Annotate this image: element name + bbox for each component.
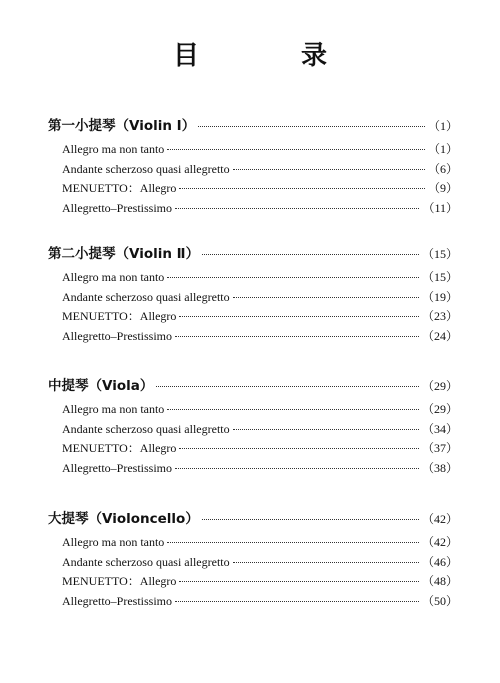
toc-entry-page: （48） (421, 574, 458, 589)
dot-leader (202, 254, 419, 255)
toc-entry-page: （38） (421, 460, 458, 475)
dot-leader (233, 169, 425, 170)
toc-entry[interactable] (48, 199, 458, 219)
toc-entry-label: Andante scherzoso quasi allegretto (62, 161, 230, 176)
toc-entry[interactable] (48, 179, 458, 199)
dot-leader (233, 297, 419, 298)
toc-entry-label: Andante scherzoso quasi allegretto (62, 289, 230, 304)
toc-entry-label: Allegro ma non tanto (62, 142, 165, 156)
toc-entry-label: Andante scherzoso quasi allegretto (62, 421, 230, 436)
toc-entry-page: （9） (427, 181, 458, 196)
dot-leader (175, 208, 419, 209)
toc-entry-page: （34） (421, 421, 458, 436)
toc-section-violin-1 (48, 112, 458, 218)
toc-entry-page: （19） (421, 289, 458, 304)
toc-section-violoncello (48, 505, 458, 611)
toc-heading-page: （42） (421, 512, 458, 526)
toc-entry-page: （11） (422, 200, 458, 215)
toc-entry-label: Andante scherzoso quasi allegretto (62, 554, 230, 569)
toc-entry-label: Allegretto–Prestissimo (62, 328, 172, 343)
dot-leader (233, 562, 419, 563)
toc-entry-label: Allegro ma non tanto (62, 535, 165, 549)
toc-heading[interactable] (48, 240, 458, 268)
toc-heading-label: 第二小提琴（Violin Ⅱ） (48, 246, 200, 262)
toc-entry[interactable] (48, 140, 458, 160)
toc-section-viola (48, 372, 458, 478)
dot-leader (167, 542, 419, 543)
toc-entry-page: （42） (421, 535, 458, 549)
toc-entry-page: （15） (421, 270, 458, 284)
dot-leader (179, 188, 425, 189)
toc-heading-label: 中提琴（Viola） (48, 378, 154, 394)
dot-leader (167, 277, 419, 278)
dot-leader (233, 429, 419, 430)
toc-entry-page: （46） (421, 554, 458, 569)
toc-entry[interactable] (48, 533, 458, 553)
dot-leader (167, 149, 425, 150)
toc-entry[interactable] (48, 439, 458, 459)
toc-entry-page: （1） (427, 142, 458, 156)
toc-entry-label: MENUETTO：Allegro (62, 441, 177, 456)
toc-entry[interactable] (48, 327, 458, 347)
toc-entry[interactable] (48, 288, 458, 308)
toc-entry[interactable] (48, 307, 458, 327)
dot-leader (198, 126, 425, 127)
toc-entry-label: MENUETTO：Allegro (62, 574, 177, 589)
toc-heading[interactable] (48, 372, 458, 400)
toc-entry-label: Allegretto–Prestissimo (62, 460, 172, 475)
page-title: 目 录 (172, 41, 365, 71)
toc-heading-page: （15） (421, 247, 458, 261)
dot-leader (202, 519, 419, 520)
toc-entry-page: （24） (421, 328, 458, 343)
toc-heading-page: （1） (427, 119, 458, 133)
dot-leader (179, 316, 419, 317)
toc-entry[interactable] (48, 400, 458, 420)
toc-heading-label: 大提琴（Violoncello） (48, 511, 199, 527)
dot-leader (167, 409, 419, 410)
toc-entry-label: Allegretto–Prestissimo (62, 200, 172, 215)
toc-entry[interactable] (48, 459, 458, 479)
toc-entry-label: Allegretto–Prestissimo (62, 593, 172, 608)
toc-entry[interactable] (48, 553, 458, 573)
toc-entry-label: MENUETTO：Allegro (62, 309, 177, 324)
toc-entry[interactable] (48, 420, 458, 440)
toc-entry-label: Allegro ma non tanto (62, 402, 165, 416)
toc-entry-page: （50） (421, 593, 458, 608)
dot-leader (175, 601, 419, 602)
toc-entry-label: MENUETTO：Allegro (62, 181, 177, 196)
toc-entry-page: （6） (427, 161, 458, 176)
toc-entry-page: （37） (421, 441, 458, 456)
toc-heading-page: （29） (421, 379, 458, 393)
toc-entry[interactable] (48, 268, 458, 288)
dot-leader (156, 386, 419, 387)
dot-leader (175, 468, 419, 469)
dot-leader (179, 581, 419, 582)
toc-heading-label: 第一小提琴（Violin Ⅰ） (48, 118, 196, 134)
toc-entry[interactable] (48, 592, 458, 612)
toc-entry-label: Allegro ma non tanto (62, 270, 165, 284)
toc-heading[interactable] (48, 505, 458, 533)
toc-entry-page: （23） (421, 309, 458, 324)
toc-heading[interactable] (48, 112, 458, 140)
toc-entry[interactable] (48, 572, 458, 592)
toc-entry[interactable] (48, 160, 458, 180)
dot-leader (175, 336, 419, 337)
toc-section-violin-2 (48, 240, 458, 346)
toc-entry-page: （29） (421, 402, 458, 416)
dot-leader (179, 448, 419, 449)
